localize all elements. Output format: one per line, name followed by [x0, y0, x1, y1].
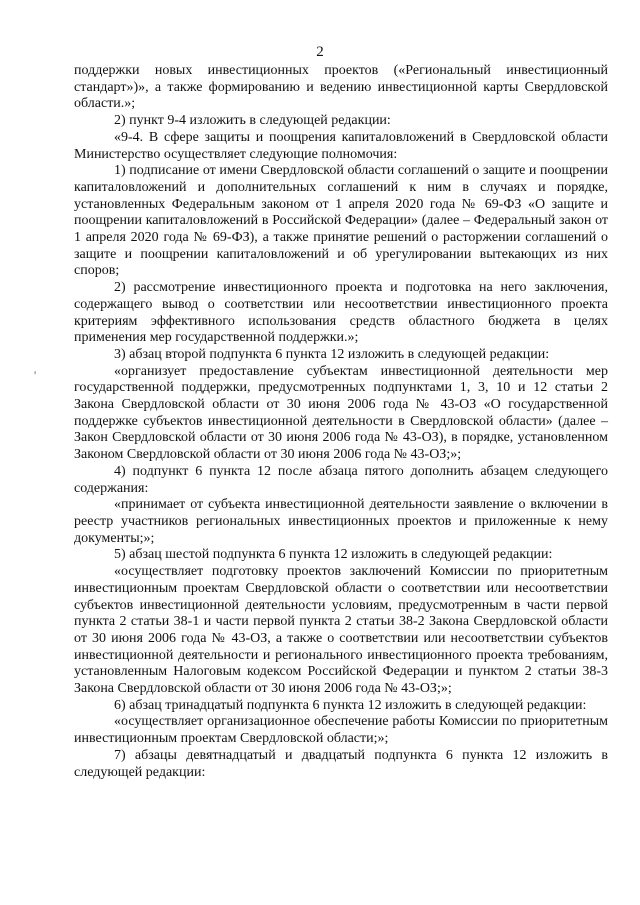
paragraph-quote-organizes: «организует предоставление субъектам инвестиционной деятельности мер государственной поддержки, предусмотренных подпунктами 1, 3, 10 и 12 статьи 2 Закона Свердловской области от 30 июня 2006 года № 43-ОЗ «О государственной поддержке субъектов инвестиционной деятельности в Свердловской области» (далее – Закон Свердловской области от 30 июня 2006 года № 43-ОЗ), в порядке, установленном Законом Свердловской области от 30 июня 2006 года № 43-ОЗ;»; [74, 363, 608, 463]
paragraph-subitem-2: 2) рассмотрение инвестиционного проекта и подготовка на него заключения, содержащего вывод о соответствии или несоответствии инвестиционного проекта критериям эффективного использования средств областного бюджета в целях применения мер государственной поддержки.»; [74, 280, 608, 346]
paragraph-item-5: 5) абзац шестой подпункта 6 пункта 12 изложить в следующей редакции: [114, 547, 553, 563]
paragraph-item-2: 2) пункт 9-4 изложить в следующей редакции: [114, 113, 391, 129]
paragraph-item-3: 3) абзац второй подпункта 6 пункта 12 изложить в следующей редакции: [114, 346, 550, 362]
paragraph-item-4: 4) подпункт 6 пункта 12 после абзаца пятого дополнить абзацем следующего содержания: [74, 463, 608, 496]
paragraph-point-9-4: «9-4. В сфере защиты и поощрения капиталовложений в Свердловской области Министерство осуществляет следующие полномочия: [74, 129, 608, 162]
paragraph-quote-accepts: «принимает от субъекта инвестиционной деятельности заявление о включении в реестр участников региональных инвестиционных проектов и приложенные к нему документы;»; [74, 497, 608, 546]
paragraph-item-6: 6) абзац тринадцатый подпункта 6 пункта 12 изложить в следующей редакции: [114, 697, 587, 713]
paragraph-subitem-1: 1) подписание от имени Свердловской области соглашений о защите и поощрении капиталовложений и дополнительных соглашений к ним в случаях и порядке, установленных Федеральным законом от 1 апреля 2020 года № 69-ФЗ «О защите и поощрении капиталовложений в Российской Федерации» (далее – Федеральный закон от 1 апреля 2020 года № 69-ФЗ), а также принятие решений о расторжении соглашений о защите и поощрении капиталовложений и об урегулировании вытекающих из них споров; [74, 163, 608, 279]
margin-mark: ' [34, 368, 37, 382]
paragraph-quote-prepares: «осуществляет подготовку проектов заключений Комиссии по приоритетным инвестиционным проектам Свердловской области о соответствии или несоответствии субъектов инвестиционной деятельности условиям, предусмотренным в части первой пункта 2 статьи 38-1 и части первой пункта 2 статьи 38-2 Закона Свердловской области от 30 июня 2006 года № 43-ОЗ, а также о соответствии или несоответствии субъектов инвестиционной деятельности и регионального инвестиционного проекта требованиям, установленным Налоговым кодексом Российской Федерации и пунктом 2 статьи 38-3 Закона Свердловской области от 30 июня 2006 года № 43-ОЗ;»; [74, 564, 608, 697]
document-body [74, 63, 608, 781]
paragraph-item-7: 7) абзацы девятнадцатый и двадцатый подпункта 6 пункта 12 изложить в следующей редакции: [74, 747, 608, 780]
paragraph-quote-organizational: «осуществляет организационное обеспечение работы Комиссии по приоритетным инвестиционным проектам Свердловской области;»; [74, 714, 608, 747]
page-number: 2 [316, 44, 324, 60]
paragraph-continuation: поддержки новых инвестиционных проектов («Региональный инвестиционный стандарт»)», а также формированию и ведению инвестиционной карты Свердловской области.»; [74, 63, 608, 112]
